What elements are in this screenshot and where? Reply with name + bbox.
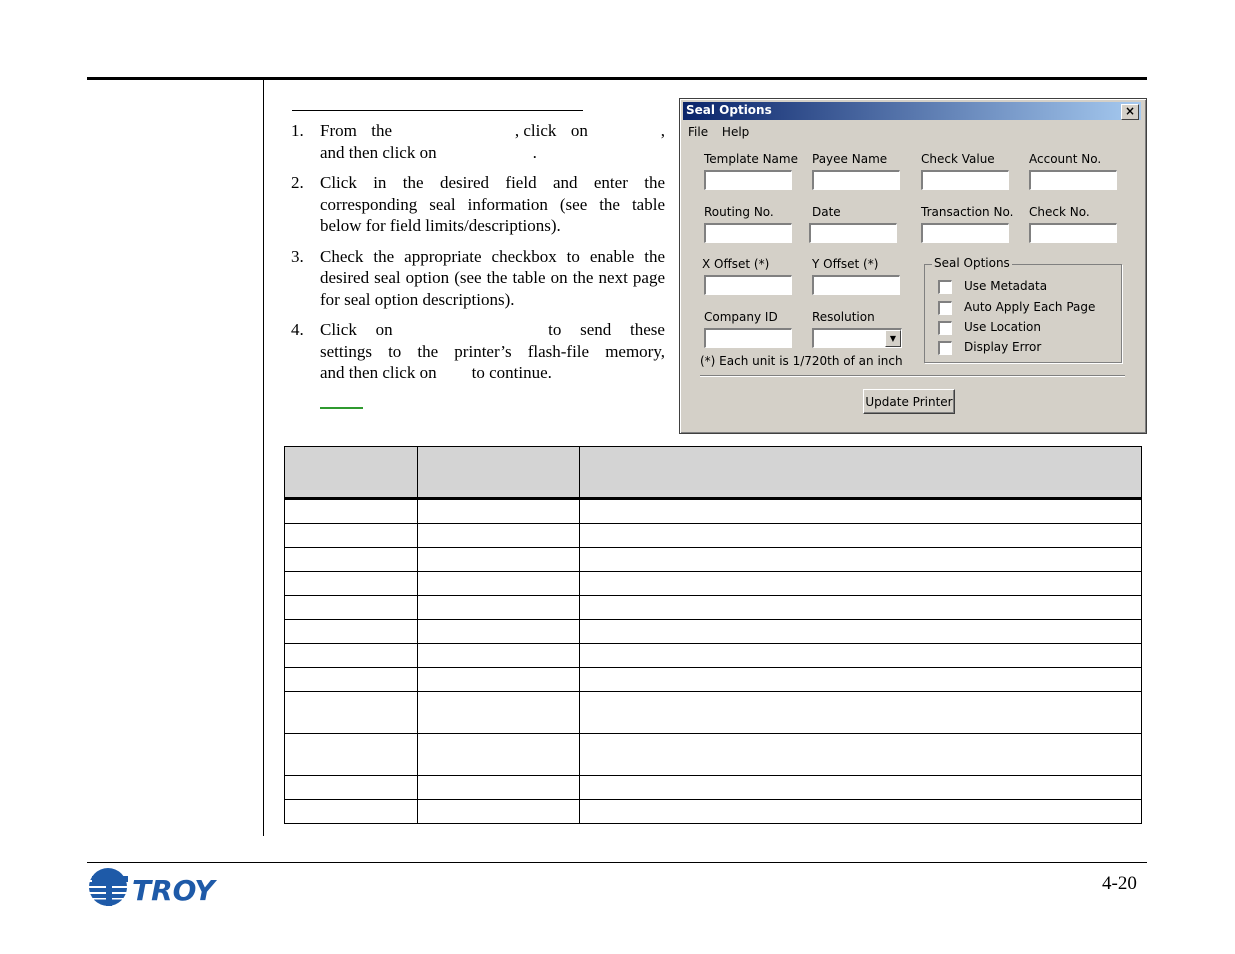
table-header-cell: [285, 447, 418, 499]
table-row: [285, 499, 1142, 524]
table-row: [285, 776, 1142, 800]
display-error-checkbox[interactable]: [938, 341, 952, 355]
logo-text: TROY: [132, 874, 215, 907]
table-row: [285, 548, 1142, 572]
company-id-label: Company ID: [704, 310, 778, 324]
auto-apply-option[interactable]: Auto Apply Each Page: [938, 300, 1095, 315]
template-name-field[interactable]: [704, 170, 792, 190]
display-error-option[interactable]: Display Error: [938, 340, 1041, 355]
update-printer-button[interactable]: Update Printer: [863, 389, 955, 414]
dialog-title: Seal Options: [686, 103, 772, 117]
transaction-no-label: Transaction No.: [921, 205, 1014, 219]
x-offset-field[interactable]: [704, 275, 792, 295]
seal-options-group-title: Seal Options: [934, 256, 1010, 270]
transaction-no-field[interactable]: [921, 223, 1009, 243]
dialog-separator: [700, 375, 1125, 376]
footer-rule: [87, 862, 1147, 863]
template-name-label: Template Name: [704, 152, 798, 166]
link-underline[interactable]: [320, 407, 363, 409]
step-2: 2. Click in the desired field and enter the corresponding seal information (see the table below for field limits/descriptions).: [291, 173, 665, 235]
step-4: 4. Click on to send these settings to the printer’s flash-file memory, and then click on to continue.: [291, 320, 665, 382]
troy-logo: [88, 866, 220, 908]
margin-divider: [263, 80, 264, 836]
use-location-option[interactable]: Use Location: [938, 320, 1041, 335]
instruction-steps: [291, 120, 665, 393]
table-row: [285, 644, 1142, 668]
resolution-label: Resolution: [812, 310, 875, 324]
company-id-field[interactable]: [704, 328, 792, 348]
page-number: 4-20: [1102, 873, 1137, 894]
use-metadata-checkbox[interactable]: [938, 280, 952, 294]
chevron-down-icon[interactable]: ▼: [885, 330, 901, 347]
step-3: 3. Check the appropriate checkbox to enable the desired seal option (see the table on the next page for seal option descriptions).: [291, 246, 665, 309]
table-row: [285, 596, 1142, 620]
account-no-label: Account No.: [1029, 152, 1102, 166]
resolution-select[interactable]: [812, 328, 902, 348]
table-row: [285, 800, 1142, 824]
seal-options-dialog: [679, 98, 1147, 434]
unit-note: (*) Each unit is 1/720th of an inch: [700, 354, 903, 368]
auto-apply-checkbox[interactable]: [938, 301, 952, 315]
menu-file[interactable]: File: [688, 125, 709, 139]
table-header-row: [285, 447, 1142, 499]
use-metadata-option[interactable]: Use Metadata: [938, 279, 1047, 294]
table-row: [285, 572, 1142, 596]
table-row: [285, 692, 1142, 734]
routing-no-field[interactable]: [704, 223, 792, 243]
check-value-label: Check Value: [921, 152, 995, 166]
payee-name-field[interactable]: [812, 170, 900, 190]
table-header-cell: [418, 447, 580, 499]
table-row: [285, 524, 1142, 548]
payee-name-label: Payee Name: [812, 152, 888, 166]
step-1: 1. From the , click on , and then click on .: [291, 121, 665, 162]
account-no-field[interactable]: [1029, 170, 1117, 190]
menu-help[interactable]: Help: [721, 125, 750, 139]
dialog-titlebar[interactable]: [683, 102, 1141, 120]
y-offset-field[interactable]: [812, 275, 900, 295]
check-no-label: Check No.: [1029, 205, 1090, 219]
table-row: [285, 620, 1142, 644]
routing-no-label: Routing No.: [704, 205, 774, 219]
top-rule: [87, 77, 1147, 80]
y-offset-label: Y Offset (*): [812, 257, 879, 271]
heading-underline: [292, 110, 583, 111]
table-row: [285, 668, 1142, 692]
x-offset-label: X Offset (*): [702, 257, 770, 271]
seal-options-group: [924, 256, 1122, 363]
table-row: [285, 734, 1142, 776]
check-value-field[interactable]: [921, 170, 1009, 190]
date-label: Date: [812, 205, 841, 219]
field-table: [284, 446, 1142, 824]
close-icon[interactable]: ×: [1121, 104, 1139, 120]
use-location-checkbox[interactable]: [938, 321, 952, 335]
table-header-cell: [580, 447, 1142, 499]
date-field[interactable]: [809, 223, 897, 243]
menu-bar: [688, 125, 759, 139]
check-no-field[interactable]: [1029, 223, 1117, 243]
